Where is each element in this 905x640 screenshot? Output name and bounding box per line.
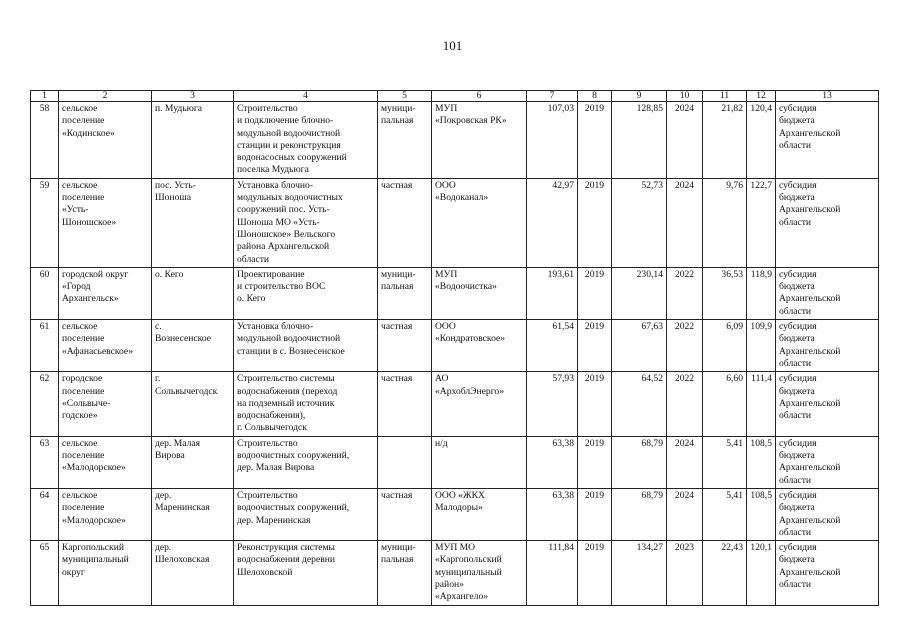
column-number: 8 [578, 91, 612, 102]
value-col7-cell: 63,38 [527, 488, 578, 540]
value-col12-cell: 111,4 [747, 372, 776, 436]
year-col8-cell: 2019 [578, 267, 612, 319]
ownership-cell: частная [378, 320, 432, 372]
project-description-cell: Проектирование и строительство ВОС о. Кего [234, 267, 378, 319]
funding-source-cell: субсидия бюджета Архангельской области [776, 267, 879, 319]
value-col11-cell: 5,41 [703, 436, 747, 488]
operator-cell: н/д [432, 436, 527, 488]
value-col12-cell: 120,1 [747, 541, 776, 605]
column-number: 7 [527, 91, 578, 102]
project-description-cell: Строительство водоочистных сооружений, дер. Малая Вирова [234, 436, 378, 488]
column-number: 11 [703, 91, 747, 102]
operator-cell: АО «АрхоблЭнерго» [432, 372, 527, 436]
municipality-cell: городской округ «Город Архангельск» [59, 267, 152, 319]
operator-cell: ООО «ЖКХ Малодоры» [432, 488, 527, 540]
operator-cell: МУП «Покровская РК» [432, 102, 527, 179]
column-number-row [31, 91, 879, 102]
column-number: 3 [152, 91, 234, 102]
value-col12-cell: 108,5 [747, 436, 776, 488]
value-col12-cell: 120,4 [747, 102, 776, 179]
table-row [31, 267, 879, 319]
value-col9-cell: 230,14 [612, 267, 667, 319]
ownership-cell: муници- пальная [378, 267, 432, 319]
row-number-cell: 61 [31, 320, 59, 372]
year-col10-cell: 2022 [667, 267, 703, 319]
ownership-cell: частная [378, 178, 432, 267]
value-col7-cell: 42,97 [527, 178, 578, 267]
value-col11-cell: 6,09 [703, 320, 747, 372]
locality-cell: дер. Маренинская [152, 488, 234, 540]
value-col9-cell: 68,79 [612, 488, 667, 540]
value-col12-cell: 118,9 [747, 267, 776, 319]
locality-cell: пос. Усть- Шоноша [152, 178, 234, 267]
municipality-cell: Каргопольский муниципальный округ [59, 541, 152, 605]
value-col11-cell: 5,41 [703, 488, 747, 540]
year-col8-cell: 2019 [578, 178, 612, 267]
year-col10-cell: 2024 [667, 178, 703, 267]
row-number-cell: 58 [31, 102, 59, 179]
year-col8-cell: 2019 [578, 320, 612, 372]
value-col11-cell: 9,76 [703, 178, 747, 267]
column-number: 13 [776, 91, 879, 102]
municipality-cell: сельское поселение «Малодорское» [59, 488, 152, 540]
municipality-cell: сельское поселение «Афанасьевское» [59, 320, 152, 372]
municipality-cell: городское поселение «Сольвыче- годское» [59, 372, 152, 436]
value-col12-cell: 122,7 [747, 178, 776, 267]
value-col11-cell: 21,82 [703, 102, 747, 179]
project-description-cell: Установка блочно- модульных водоочистных сооружений пос. Усть- Шоноша МО «Усть- Шоношское» Вельского района Архангельской области [234, 178, 378, 267]
ownership-cell: частная [378, 372, 432, 436]
ownership-cell: муници- пальная [378, 541, 432, 605]
value-col9-cell: 128,85 [612, 102, 667, 179]
value-col12-cell: 108,5 [747, 488, 776, 540]
ownership-cell: частная [378, 488, 432, 540]
locality-cell: с. Вознесенское [152, 320, 234, 372]
year-col10-cell: 2024 [667, 102, 703, 179]
value-col9-cell: 68,79 [612, 436, 667, 488]
column-number: 12 [747, 91, 776, 102]
page-number: 101 [442, 38, 463, 53]
investment-table [30, 90, 879, 606]
year-col8-cell: 2019 [578, 436, 612, 488]
locality-cell: г. Сольвычегодск [152, 372, 234, 436]
value-col7-cell: 193,61 [527, 267, 578, 319]
locality-cell: дер. Малая Вирова [152, 436, 234, 488]
column-number: 1 [31, 91, 59, 102]
column-number: 5 [378, 91, 432, 102]
municipality-cell: сельское поселение «Малодорское» [59, 436, 152, 488]
locality-cell: п. Мудьюга [152, 102, 234, 179]
year-col10-cell: 2024 [667, 488, 703, 540]
column-number: 10 [667, 91, 703, 102]
row-number-cell: 62 [31, 372, 59, 436]
funding-source-cell: субсидия бюджета Архангельской области [776, 372, 879, 436]
year-col8-cell: 2019 [578, 372, 612, 436]
funding-source-cell: субсидия бюджета Архангельской области [776, 488, 879, 540]
value-col9-cell: 67,63 [612, 320, 667, 372]
year-col10-cell: 2023 [667, 541, 703, 605]
value-col7-cell: 111,84 [527, 541, 578, 605]
value-col7-cell: 63,38 [527, 436, 578, 488]
project-description-cell: Строительство и подключение блочно- модульной водоочистной станции и реконструкция водонасосных сооружений поселка Мудьюга [234, 102, 378, 179]
ownership-cell: муници- пальная [378, 102, 432, 179]
row-number-cell: 63 [31, 436, 59, 488]
table-row [31, 102, 879, 179]
value-col11-cell: 6,60 [703, 372, 747, 436]
column-number: 6 [432, 91, 527, 102]
project-description-cell: Реконструкция системы водоснабжения деревни Шелоховской [234, 541, 378, 605]
table-row [31, 436, 879, 488]
funding-source-cell: субсидия бюджета Архангельской области [776, 320, 879, 372]
locality-cell: о. Кего [152, 267, 234, 319]
table-row [31, 541, 879, 605]
operator-cell: ООО «Водоканал» [432, 178, 527, 267]
municipality-cell: сельское поселение «Кодинское» [59, 102, 152, 179]
value-col9-cell: 64,52 [612, 372, 667, 436]
row-number-cell: 60 [31, 267, 59, 319]
table-row [31, 320, 879, 372]
funding-source-cell: субсидия бюджета Архангельской области [776, 102, 879, 179]
year-col8-cell: 2019 [578, 541, 612, 605]
table-row [31, 488, 879, 540]
row-number-cell: 59 [31, 178, 59, 267]
value-col11-cell: 22,43 [703, 541, 747, 605]
funding-source-cell: субсидия бюджета Архангельской области [776, 178, 879, 267]
row-number-cell: 65 [31, 541, 59, 605]
column-number: 2 [59, 91, 152, 102]
value-col12-cell: 109,9 [747, 320, 776, 372]
funding-source-cell: субсидия бюджета Архангельской области [776, 436, 879, 488]
project-description-cell: Установка блочно- модульной водоочистной станции в с. Вознесенское [234, 320, 378, 372]
project-description-cell: Строительство системы водоснабжения (переход на подземный источник водоснабжения), г. Сольвычегодск [234, 372, 378, 436]
row-number-cell: 64 [31, 488, 59, 540]
year-col10-cell: 2024 [667, 436, 703, 488]
value-col7-cell: 107,03 [527, 102, 578, 179]
year-col8-cell: 2019 [578, 102, 612, 179]
value-col7-cell: 57,93 [527, 372, 578, 436]
value-col9-cell: 134,27 [612, 541, 667, 605]
value-col9-cell: 52,73 [612, 178, 667, 267]
column-number: 9 [612, 91, 667, 102]
locality-cell: дер. Шелоховская [152, 541, 234, 605]
column-number: 4 [234, 91, 378, 102]
operator-cell: ООО «Кондратовское» [432, 320, 527, 372]
year-col8-cell: 2019 [578, 488, 612, 540]
operator-cell: МУП «Водоочистка» [432, 267, 527, 319]
ownership-cell [378, 436, 432, 488]
year-col10-cell: 2022 [667, 372, 703, 436]
operator-cell: МУП МО «Каргопольский муниципальный район» «Архангело» [432, 541, 527, 605]
table-row [31, 178, 879, 267]
table-row [31, 372, 879, 436]
value-col7-cell: 61,54 [527, 320, 578, 372]
funding-source-cell: субсидия бюджета Архангельской области [776, 541, 879, 605]
municipality-cell: сельское поселение «Усть- Шоношское» [59, 178, 152, 267]
year-col10-cell: 2022 [667, 320, 703, 372]
project-description-cell: Строительство водоочистных сооружений, дер. Маренинская [234, 488, 378, 540]
value-col11-cell: 36,53 [703, 267, 747, 319]
